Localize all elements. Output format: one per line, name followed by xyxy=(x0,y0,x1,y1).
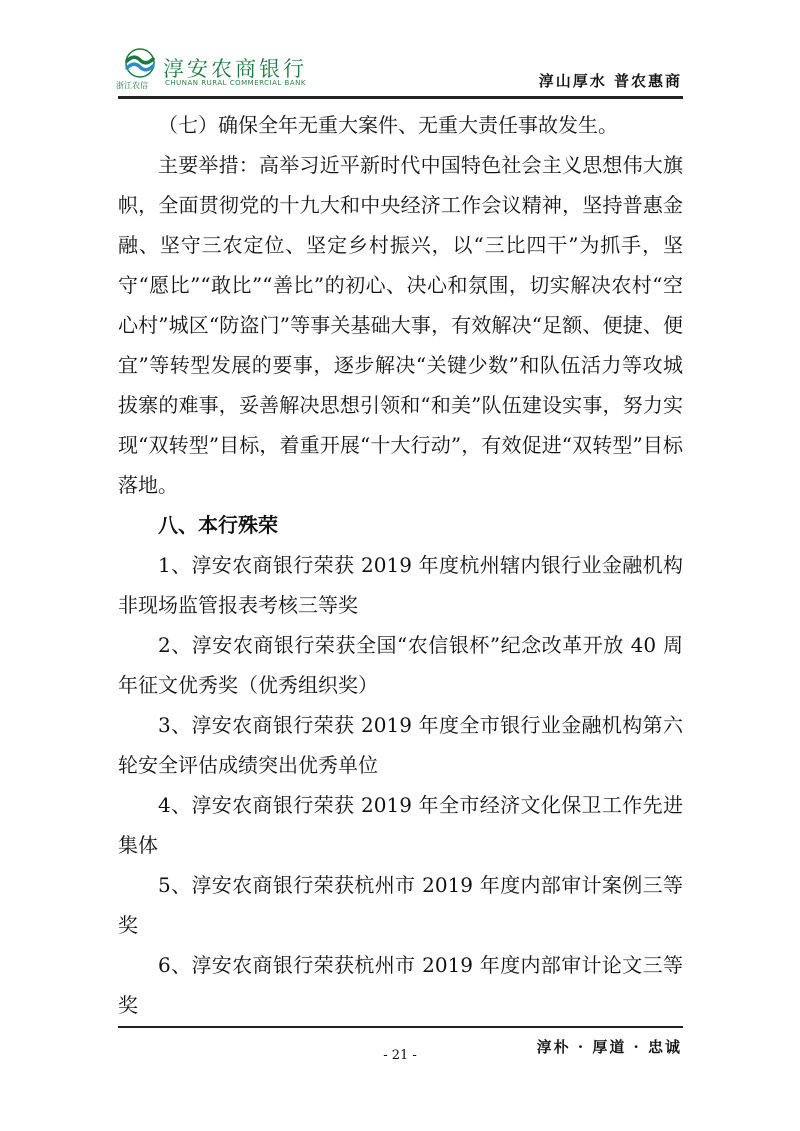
footer-motto: 淳朴 · 厚道 · 忠诚 xyxy=(536,1038,682,1056)
header-slogan: 淳山厚水 普农惠商 xyxy=(538,72,682,90)
section-7-text: 主要举措：高举习近平新时代中国特色社会主义思想伟大旗帜，全面贯彻党的十九大和中央经济工作会议精神，坚持普惠金融、坚守三农定位、坚定乡村振兴，以“三比四干”为抓手，坚守“愿比”“敢比”“善比”的初心、决心和氛围，切实解决农村“空心村”城区“防盗门”等事关基础大事，有效解决“足额、便捷、便宜”等转型发展的要事，逐步解决“关键少数”和队伍活力等攻城拔寨的难事，妥善解决思想引领和“和美”队伍建设实事，努力实现“双转型”目标，着重开展“十大行动”，有效促进“双转型”目标落地。 xyxy=(118,153,683,497)
bank-logo-icon xyxy=(122,48,158,82)
section-7-title: （七）确保全年无重大案件、无重大责任事故发生。 xyxy=(158,113,618,137)
award-item: 2、淳安农商银行荣获全国“农信银杯”纪念改革开放 40 周年征文优秀奖（优秀组织奖） xyxy=(118,633,683,697)
footer-divider xyxy=(118,1026,683,1028)
page-header xyxy=(0,0,800,100)
logo-subtext: 浙江农信 xyxy=(116,81,148,90)
award-item: 6、淳安农商银行荣获杭州市 2019 年度内部审计论文三等奖 xyxy=(118,953,683,1017)
bank-name-english: CHUNAN RURAL COMMERCIAL BANK xyxy=(165,79,306,87)
page-content xyxy=(118,105,683,1025)
award-item: 3、淳安农商银行荣获 2019 年度全市银行业金融机构第六轮安全评估成绩突出优秀单位 xyxy=(118,713,683,777)
section-8-title: 八、本行殊荣 xyxy=(158,513,278,537)
award-item: 4、淳安农商银行荣获 2019 年全市经济文化保卫工作先进集体 xyxy=(118,793,683,857)
award-item: 1、淳安农商银行荣获 2019 年度杭州辖内银行业金融机构非现场监管报表考核三等奖 xyxy=(118,553,683,617)
header-divider xyxy=(118,96,683,99)
page-number: - 21 - xyxy=(383,1048,417,1063)
bank-name: 淳安农商银行 xyxy=(163,57,307,81)
award-item: 5、淳安农商银行荣获杭州市 2019 年度内部审计案例三等奖 xyxy=(118,873,683,937)
